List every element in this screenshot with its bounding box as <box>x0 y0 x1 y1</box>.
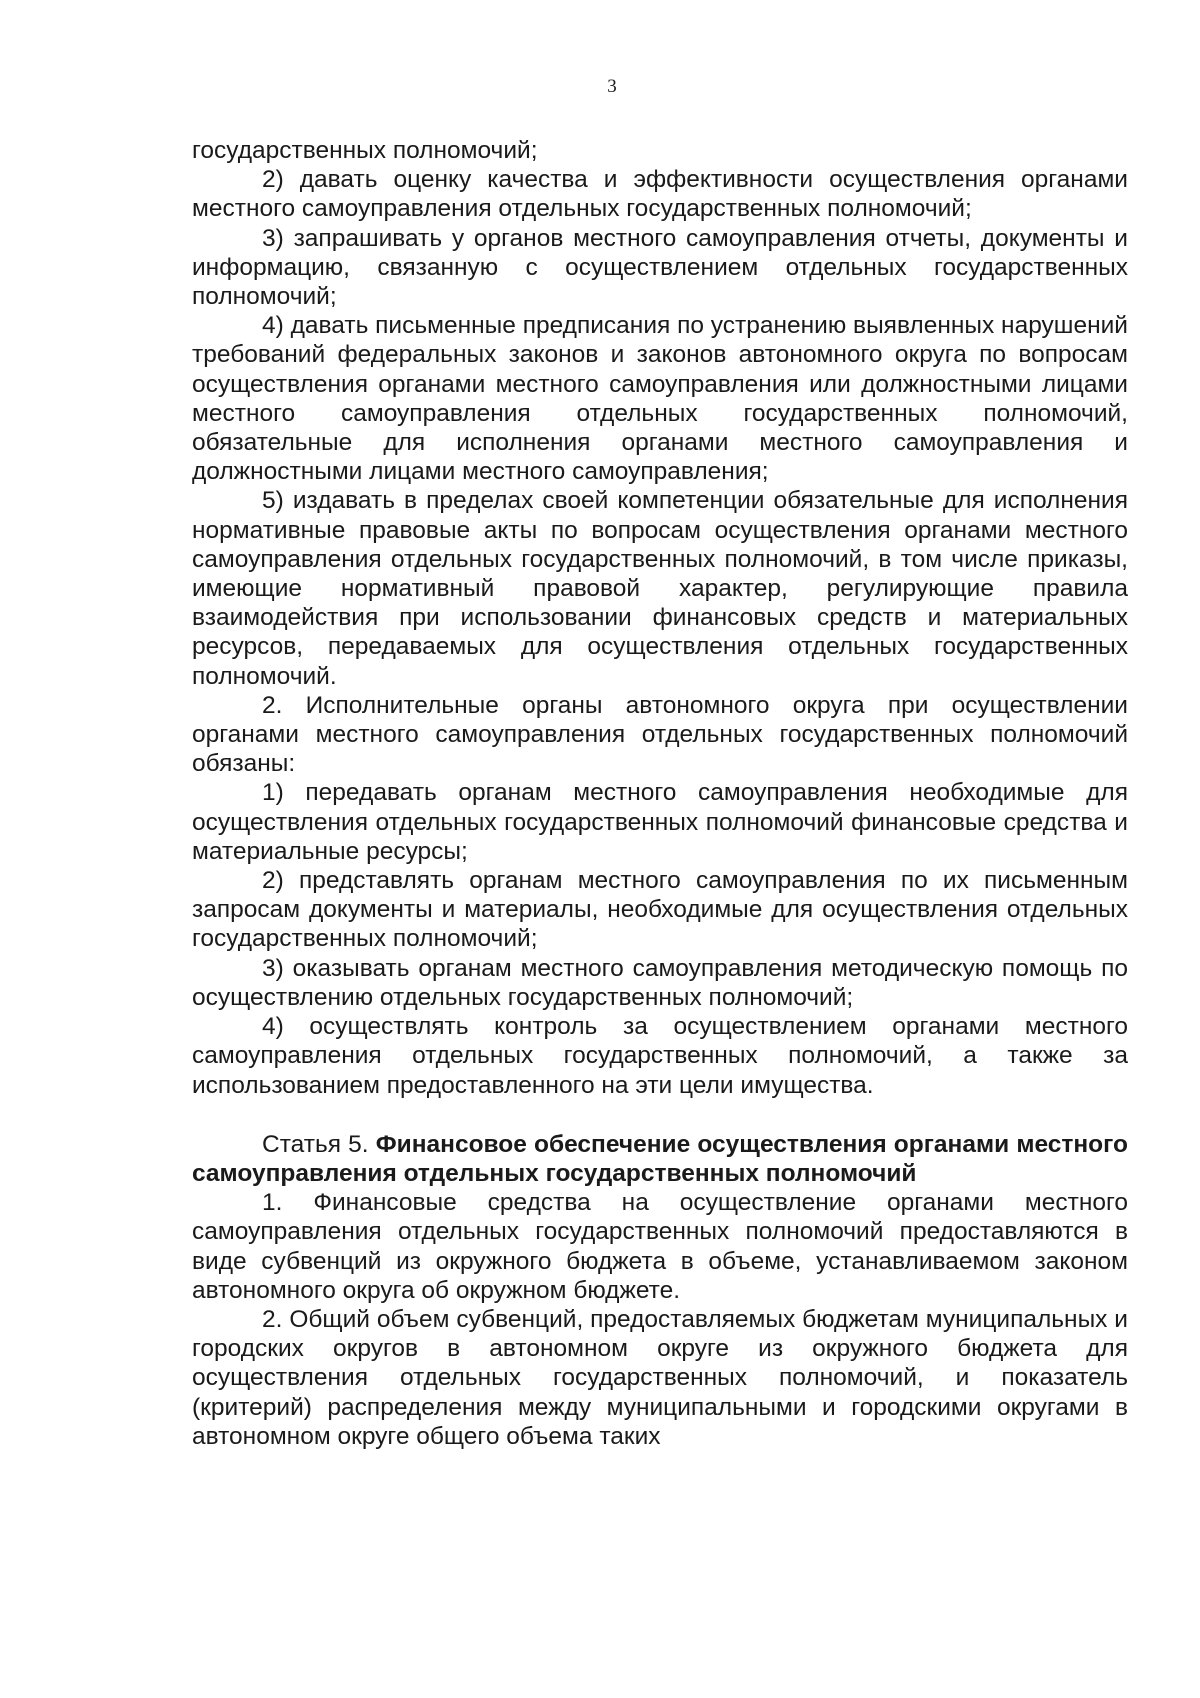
article-label: Статья 5. <box>262 1130 369 1158</box>
paragraph-duty-3: 3) оказывать органам местного самоуправления методическую помощь по осуществлению отдельных государственных полномочий; <box>192 954 1128 1011</box>
document-body <box>192 136 1128 1451</box>
paragraph-item-4: 4) давать письменные предписания по устранению выявленных нарушений требований федеральных законов и законов автономного округа по вопросам осуществления органами местного самоуправления или должностными лицами местного самоуправления отдельных государственных полномочий, обязательные для исполнения органами местного самоуправления и должностными лицами местного самоуправления; <box>192 312 1128 486</box>
paragraph-duty-4: 4) осуществлять контроль за осуществлением органами местного самоуправления отдельных государственных полномочий, а также за использованием предоставленного на эти цели имущества. <box>192 1013 1128 1099</box>
paragraph-duty-1: 1) передавать органам местного самоуправления необходимые для осуществления отдельных государственных полномочий финансовые средства и материальные ресурсы; <box>192 779 1128 865</box>
paragraph-duty-2: 2) представлять органам местного самоуправления по их письменным запросам документы и материалы, необходимые для осуществления отдельных государственных полномочий; <box>192 867 1128 953</box>
article-paragraph-1: 1. Финансовые средства на осуществление органами местного самоуправления отдельных государственных полномочий предоставляются в виде субвенций из окружного бюджета в объеме, устанавливаемом законом автономного округа об окружном бюджете. <box>192 1189 1128 1304</box>
article-paragraph-2: 2. Общий объем субвенций, предоставляемых бюджетам муниципальных и городских округов в автономном округе из окружного бюджета для осуществления отдельных государственных полномочий, и показатель (критерий) распределения между муниципальными и городскими округами в автономном округе общего объема таких <box>192 1305 1128 1450</box>
paragraph-item-3: 3) запрашивать у органов местного самоуправления отчеты, документы и информацию, связанную с осуществлением отдельных государственных полномочий; <box>192 224 1128 311</box>
article-heading <box>192 1130 1128 1188</box>
paragraph-item-2: 2) давать оценку качества и эффективности осуществления органами местного самоуправления отдельных государственных полномочий; <box>192 166 1128 223</box>
page-number: 3 <box>607 76 617 97</box>
article-title: Финансовое обеспечение осуществления органами местного самоуправления отдельных государственных полномочий <box>192 1130 1128 1187</box>
paragraph-section-2: 2. Исполнительные органы автономного округа при осуществлении органами местного самоуправления отдельных государственных полномочий обязаны: <box>192 691 1128 778</box>
paragraph-item-5: 5) издавать в пределах своей компетенции обязательные для исполнения нормативные правовые акты по вопросам осуществления органами местного самоуправления отдельных государственных полномочий, в том числе приказы, имеющие нормативный правовой характер, регулирующие правила взаимодействия при использовании финансовых средств и материальных ресурсов, передаваемых для осуществления отдельных государственных полномочий. <box>192 487 1128 690</box>
paragraph-continuation: государственных полномочий; <box>192 137 538 164</box>
